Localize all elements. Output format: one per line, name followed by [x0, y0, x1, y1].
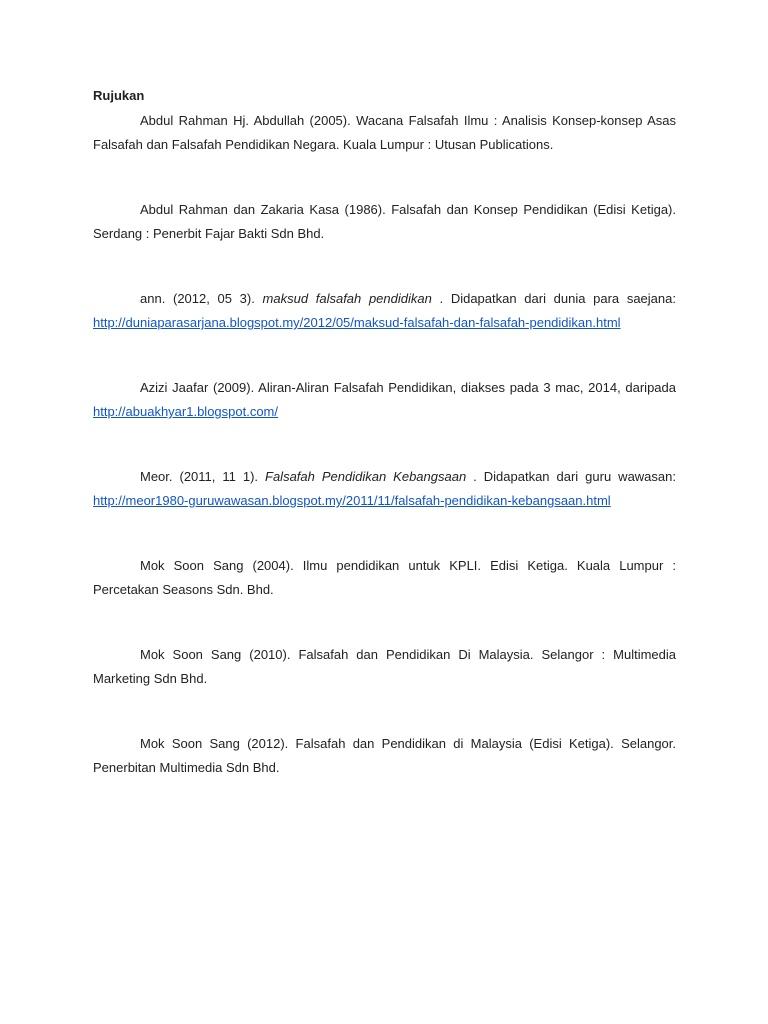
reference-azizi-jaafar-2009: [93, 376, 676, 424]
reference-link[interactable]: http://duniaparasarjana.blogspot.my/2012/05/maksud-falsafah-dan-falsafah-pendidikan.html: [93, 315, 621, 330]
reference-link[interactable]: http://abuakhyar1.blogspot.com/: [93, 404, 279, 419]
reference-source: . Didapatkan dari guru wawasan:: [466, 469, 676, 484]
reference-text: Azizi Jaafar (2009). Aliran-Aliran Falsafah Pendidikan, diakses pada 3 mac, 2014, daripada: [140, 380, 676, 395]
page-heading: Rujukan: [93, 88, 145, 103]
reference-title: maksud falsafah pendidikan: [262, 291, 432, 306]
reference-title: Falsafah Pendidikan Kebangsaan: [265, 469, 467, 484]
reference-mok-soon-sang-2010: Mok Soon Sang (2010). Falsafah dan Pendidikan Di Malaysia. Selangor : Multimedia Marketing Sdn Bhd.: [93, 647, 676, 686]
reference-source: . Didapatkan dari dunia para saejana:: [431, 291, 676, 306]
reference-mok-soon-sang-2012: Mok Soon Sang (2012). Falsafah dan Pendidikan di Malaysia (Edisi Ketiga). Selangor. Penerbitan Multimedia Sdn Bhd.: [93, 736, 676, 775]
reference-author-date: Meor. (2011, 11 1).: [140, 469, 266, 484]
reference-meor-2011: [93, 465, 676, 513]
reference-mok-soon-sang-2004: Mok Soon Sang (2004). Ilmu pendidikan untuk KPLI. Edisi Ketiga. Kuala Lumpur : Percetakan Seasons Sdn. Bhd.: [93, 558, 676, 597]
reference-abdul-rahman-2005: Abdul Rahman Hj. Abdullah (2005). Wacana Falsafah Ilmu : Analisis Konsep-konsep Asas Falsafah dan Falsafah Pendidikan Negara. Kuala Lumpur : Utusan Publications.: [93, 113, 676, 152]
reference-abdul-rahman-zakaria-1986: Abdul Rahman dan Zakaria Kasa (1986). Falsafah dan Konsep Pendidikan (Edisi Ketiga). Serdang : Penerbit Fajar Bakti Sdn Bhd.: [93, 202, 676, 241]
reference-ann-2012: [93, 287, 676, 335]
document-page: [93, 86, 676, 821]
reference-link[interactable]: http://meor1980-guruwawasan.blogspot.my/2011/11/falsafah-pendidikan-kebangsaan.html: [93, 493, 611, 508]
reference-author-date: ann. (2012, 05 3).: [140, 291, 263, 306]
